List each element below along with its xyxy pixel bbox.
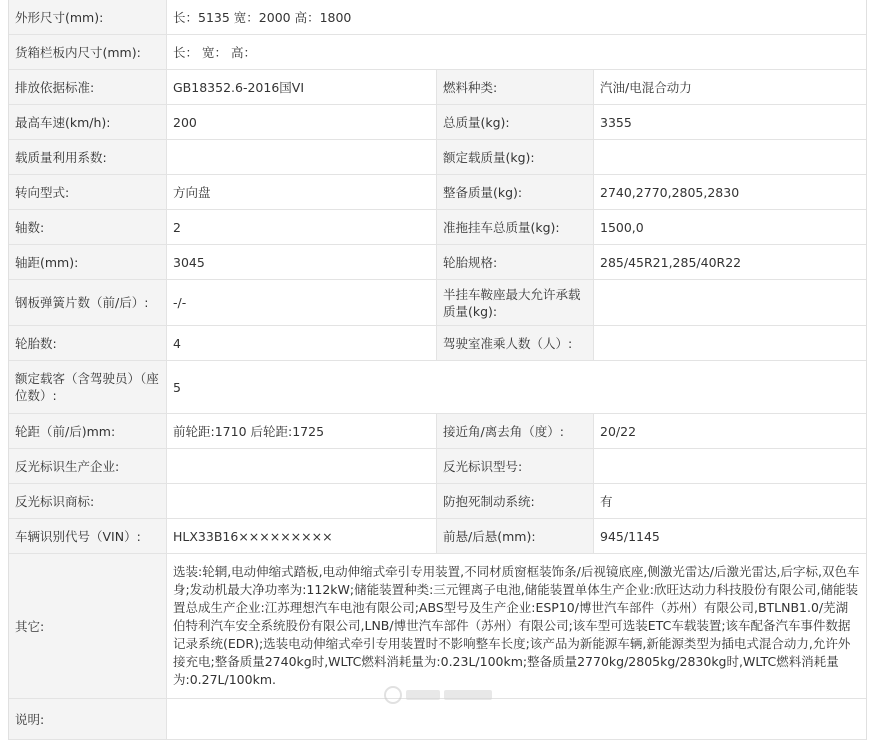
spec-value: 方向盘	[167, 175, 437, 209]
spec-row	[9, 105, 866, 140]
spec-value: 长：5135 宽：2000 高：1800	[167, 0, 866, 34]
spec-value	[594, 326, 866, 360]
spec-value: 2	[167, 210, 437, 244]
spec-value: 285/45R21,285/40R22	[594, 245, 866, 279]
spec-label: 排放依据标准:	[9, 70, 167, 104]
spec-label: 接近角/离去角（度）:	[437, 414, 594, 448]
spec-value	[167, 140, 437, 174]
spec-label: 转向型式:	[9, 175, 167, 209]
watermark-mark	[406, 690, 440, 700]
spec-label: 轴数:	[9, 210, 167, 244]
spec-value: 200	[167, 105, 437, 139]
spec-label: 轮胎数:	[9, 326, 167, 360]
spec-value	[167, 484, 437, 518]
spec-label: 货箱栏板内尺寸(mm):	[9, 35, 167, 69]
spec-label: 反光标识商标:	[9, 484, 167, 518]
spec-value: 945/1145	[594, 519, 866, 553]
spec-row	[9, 326, 866, 361]
spec-value	[594, 140, 866, 174]
spec-value: 20/22	[594, 414, 866, 448]
spec-value: GB18352.6-2016国VI	[167, 70, 437, 104]
note-value	[167, 699, 866, 739]
spec-row	[9, 484, 866, 519]
spec-value: 前轮距:1710 后轮距:1725	[167, 414, 437, 448]
spec-row	[9, 449, 866, 484]
spec-row-other	[9, 554, 866, 699]
spec-label: 载质量利用系数:	[9, 140, 167, 174]
spec-label: 半挂车鞍座最大允许承载质量(kg):	[437, 280, 594, 325]
spec-label: 外形尺寸(mm):	[9, 0, 167, 34]
spec-value: 3045	[167, 245, 437, 279]
spec-label: 钢板弹簧片数（前/后）:	[9, 280, 167, 325]
spec-value: 2740,2770,2805,2830	[594, 175, 866, 209]
spec-label: 额定载质量(kg):	[437, 140, 594, 174]
other-notes: 选装:轮辋,电动伸缩式踏板,电动伸缩式牵引专用装置,不同材质窗框装饰条/后视镜底座,侧激光雷达/后激光雷达,后字标,双色车身;发动机最大净功率为:112kW;储能装置种类:三元锂离子电池,储能装置单体生产企业:欣旺达动力科技股份有限公司,储能装置总成生产企业:江苏理想汽车电池有限公司;ABS型号及生产企业:ESP10/博世汽车部件（苏州）有限公司,BTLNB1.0/芜湖伯特利汽车安全系统股份有限公司,LNB/博世汽车部件（苏州）有限公司;该车型可选装ETC车载装置;该车配备汽车事件数据记录系统(EDR);选装电动伸缩式牵引专用装置时不影响整车长度;该产品为新能源车辆,新能源类型为插电式混合动力,允许外接充电;整备质量2740kg时,WLTC燃料消耗量为:0.23L/100km;整备质量2770kg/2805kg/2830kg时,WLTC燃料消耗量为:0.27L/100km.	[167, 559, 866, 693]
spec-row-dimensions	[9, 0, 866, 35]
spec-value	[594, 280, 866, 325]
spec-label: 反光标识生产企业:	[9, 449, 167, 483]
spec-row-cargo-box	[9, 35, 866, 70]
vehicle-spec-table	[8, 0, 867, 740]
spec-label: 反光标识型号:	[437, 449, 594, 483]
spec-row	[9, 70, 866, 105]
spec-value	[167, 449, 437, 483]
spec-label: 车辆识别代号（VIN）:	[9, 519, 167, 553]
spec-value: -/-	[167, 280, 437, 325]
spec-row	[9, 519, 866, 554]
spec-value: 3355	[594, 105, 866, 139]
spec-row-passengers	[9, 361, 866, 414]
spec-value: HLX33B16×××××××××	[167, 519, 437, 553]
spec-label: 轮胎规格:	[437, 245, 594, 279]
spec-label: 额定载客（含驾驶员）（座位数）:	[9, 361, 167, 413]
spec-row	[9, 280, 866, 326]
note-label: 说明:	[9, 699, 167, 739]
watermark-icon	[384, 686, 402, 704]
spec-label: 前悬/后悬(mm):	[437, 519, 594, 553]
spec-value: 1500,0	[594, 210, 866, 244]
spec-label: 燃料种类:	[437, 70, 594, 104]
spec-label: 轴距(mm):	[9, 245, 167, 279]
watermark-logo	[384, 684, 496, 706]
spec-label: 准拖挂车总质量(kg):	[437, 210, 594, 244]
spec-value: 有	[594, 484, 866, 518]
spec-label: 驾驶室准乘人数（人）:	[437, 326, 594, 360]
spec-label: 轮距（前/后)mm:	[9, 414, 167, 448]
spec-label: 总质量(kg):	[437, 105, 594, 139]
spec-value: 汽油/电混合动力	[594, 70, 866, 104]
watermark-mark	[444, 690, 492, 700]
spec-row	[9, 175, 866, 210]
spec-value: 4	[167, 326, 437, 360]
spec-value	[594, 449, 866, 483]
spec-row	[9, 245, 866, 280]
spec-row	[9, 210, 866, 245]
spec-row	[9, 140, 866, 175]
spec-label: 最高车速(km/h):	[9, 105, 167, 139]
spec-value: 长： 宽： 高：	[167, 35, 866, 69]
spec-row	[9, 414, 866, 449]
spec-label: 整备质量(kg):	[437, 175, 594, 209]
spec-value: 5	[167, 361, 866, 413]
other-label: 其它:	[9, 554, 167, 698]
spec-label: 防抱死制动系统:	[437, 484, 594, 518]
